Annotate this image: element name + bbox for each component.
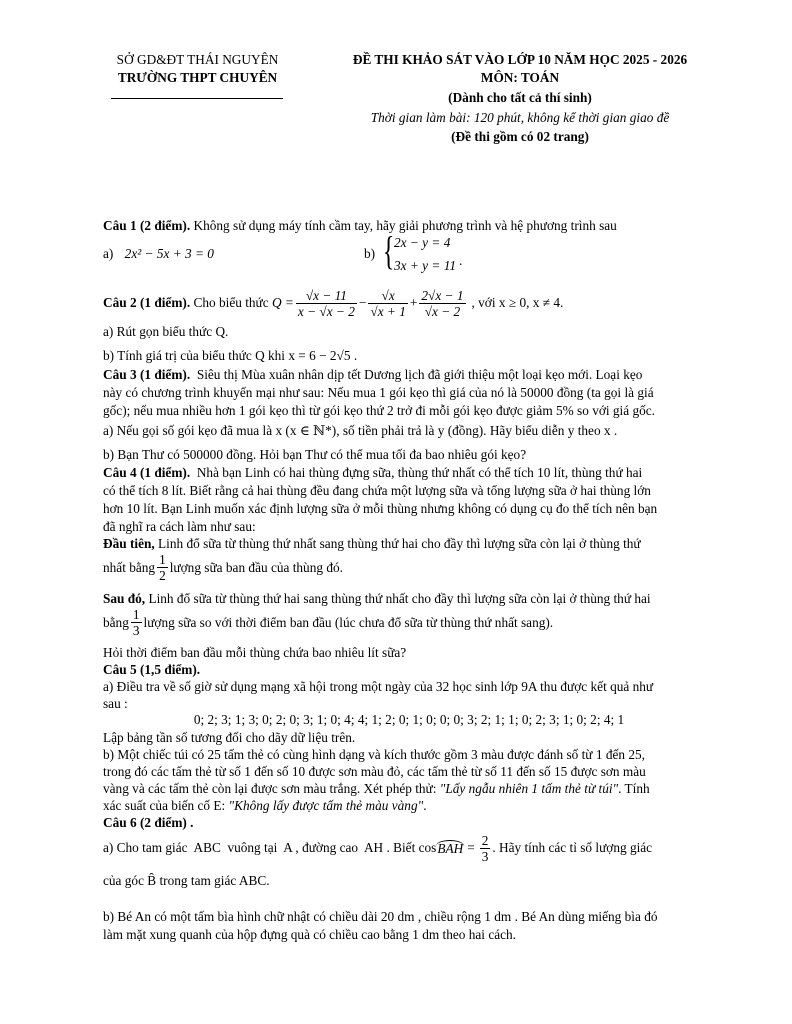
question-4: [103, 464, 792, 481]
q4-step-1-text: Linh đổ sữa từ thùng thứ nhất sang thùng thứ hai cho đầy thì lượng sữa còn lại ở thùng thứ: [154, 536, 641, 551]
q2-fraction-3-num: 2√x − 1: [421, 287, 464, 303]
q2-fraction-1-den: x − √x − 2: [297, 303, 355, 319]
q4-step-1-prefix: nhất bằng: [103, 559, 156, 575]
school-name: TRƯỜNG THPT CHUYÊN: [117, 70, 278, 85]
q2-fraction-2-num: √x: [368, 288, 407, 304]
q1-b-equation-1: 2x − y = 4: [394, 235, 451, 250]
q4-step-2-text: Linh đổ sữa từ thùng thứ hai sang thùng thứ nhất cho đầy thì lượng sữa còn lại ở thùng thứ hai: [145, 591, 651, 606]
q6-a-text: a) Cho tam giác ABC vuông tại A , đường cao AH . Biết cos: [103, 840, 437, 855]
q2-op-1: −: [358, 295, 367, 310]
question-6-label: Câu 6 (2 điểm) .: [103, 815, 194, 830]
department-name: SỞ GD&ĐT THÁI NGUYÊN: [116, 52, 279, 67]
q1-b-period: .: [459, 253, 463, 268]
q1-a-equation: 2x² − 5x + 3 = 0: [124, 246, 214, 261]
question-3: [103, 366, 792, 383]
q4-line-1: Nhà bạn Linh có hai thùng đựng sữa, thùng thứ nhất có thể tích 10 lít, thùng thứ hai: [190, 465, 643, 480]
q4-half-den: 2: [159, 568, 166, 583]
q2-part-a: a) Rút gọn biểu thức Q.: [103, 324, 229, 339]
q4-step-2-label: Sau đó,: [103, 591, 146, 606]
q6-a-line-2: của góc B̂ trong tam giác ABC.: [103, 873, 270, 888]
q2-condition: , với x ≥ 0, x ≠ 4.: [471, 295, 564, 310]
q5-b-line-1: b) Một chiếc túi có 25 tấm thẻ có cùng hình dạng và kích thước gồm 3 màu được đánh số từ 1 đến 25,: [103, 747, 645, 762]
q4-line-2: có thể tích 8 lít. Biết rằng cả hai thùng đều đang chứa một lượng sữa và tổng lượng sữa ở hai thùng lớn: [103, 483, 651, 498]
question-3-label: Câu 3 (1 điểm).: [103, 367, 191, 382]
q1-a: [103, 246, 214, 262]
q3-part-a: a) Nếu gọi số gói kẹo đã mua là x (x ∈ ℕ*), số tiền phải trả là y (đồng). Hãy biểu diễn y theo x .: [103, 423, 618, 438]
q4-step-2-cont: [103, 607, 553, 638]
q5-event: "Không lấy được tấm thẻ màu vàng": [228, 798, 424, 813]
q4-half-num: 1: [159, 552, 166, 567]
q4-half-fraction: [157, 552, 168, 583]
q4-line-4: đã nghĩ ra cách làm như sau:: [103, 519, 256, 534]
q4-third-fraction: [131, 607, 142, 638]
q5-b-line-4a: xác suất của biến cố E:: [103, 798, 229, 813]
q3-line-3: gốc); nếu mua nhiều hơn 1 gói kẹo thì từ gói kẹo thứ 2 trở đi mỗi gói kẹo được giảm 5% so với giá gốc.: [103, 403, 655, 418]
q5-b-line-2: trong đó các tấm thẻ từ số 1 đến số 10 được sơn màu đỏ, các tấm thẻ từ số 11 đến số 15 được sơn màu: [103, 764, 646, 779]
question-4-label: Câu 4 (1 điểm).: [103, 465, 191, 480]
q2-fraction-2-den: √x + 1: [370, 303, 406, 319]
q4-step-1-suffix: lượng sữa ban đầu của thùng đó.: [169, 559, 343, 575]
q3-part-b: b) Bạn Thư có 500000 đồng. Hỏi bạn Thư có thể mua tối đa bao nhiêu gói kẹo?: [103, 447, 527, 462]
question-2: [103, 283, 563, 323]
question-2-text: Cho biểu thức: [190, 295, 272, 310]
q2-fraction-1: [296, 288, 357, 319]
question-1-text: Không sử dụng máy tính cầm tay, hãy giải phương trình và hệ phương trình sau: [190, 218, 617, 233]
q5-a-task: Lập bảng tần số tương đối cho dãy dữ liệu trên.: [103, 730, 356, 745]
q6-cos-den: 3: [481, 848, 489, 864]
q5-experiment: "Lấy ngẫu nhiên 1 tấm thẻ từ túi": [439, 781, 619, 796]
header-divider: [111, 98, 283, 99]
q5-b-line-3a: vàng và các tấm thẻ còn lại được sơn màu trắng. Xét phép thử:: [103, 781, 440, 796]
system-brace: {: [382, 228, 395, 273]
q6-a-text-2: . Hãy tính các tỉ số lượng giác: [492, 840, 653, 855]
q2-op-2: +: [409, 295, 418, 310]
page-count: (Đề thi gồm có 02 trang): [451, 129, 589, 144]
q6-cos-num: 2: [481, 832, 489, 848]
q6-cos-fraction: [480, 833, 491, 864]
q5-data-series: 0; 2; 3; 1; 3; 0; 2; 0; 3; 1; 0; 4; 4; 1; 2; 0; 1; 0; 0; 0; 3; 2; 1; 1; 0; 2; 3; 1; 0; 2; 4; 1: [193, 712, 625, 727]
q4-step-2: [103, 590, 792, 607]
q4-step-1-cont: [103, 552, 343, 583]
q6-b-line-1: b) Bé An có một tấm bìa hình chữ nhật có chiều dài 20 dm , chiều rộng 1 dm . Bé An dùng miếng bìa đó: [103, 909, 658, 924]
q3-line-2: này có chương trình khuyến mại như sau: Nếu mua 1 gói kẹo thì giá của nó là 50000 đồng (ta gọi là giá: [103, 385, 654, 400]
q4-line-3: hơn 10 lít. Bạn Linh muốn xác định lượng sữa ở mỗi thùng nhưng không có dụng cụ đo thể tích nên bạn: [103, 501, 658, 516]
q5-a-line-1: a) Điều tra về số giờ sử dụng mạng xã hội trong một ngày của 32 học sinh lớp 9A thu được kết quả như: [103, 679, 654, 694]
question-5-label: Câu 5 (1,5 điểm).: [103, 662, 201, 677]
question-1-label: Câu 1 (2 điểm).: [103, 218, 191, 233]
q4-step-2-suffix: lượng sữa so với thời điểm ban đầu (lúc chưa đổ sữa từ thùng thứ nhất sang).: [143, 614, 554, 630]
q4-question: Hỏi thời điểm ban đầu mỗi thùng chứa bao nhiêu lít sữa?: [103, 645, 407, 660]
q5-b-line-4c: .: [423, 798, 427, 813]
q4-third-num: 1: [132, 607, 140, 622]
q2-fraction-2: [368, 288, 407, 319]
q6-b-line-2: làm mặt xung quanh của hộp đựng quà có chiều cao bằng 1 dm theo hai cách.: [103, 927, 517, 942]
subject: MÔN: TOÁN: [480, 70, 560, 85]
q4-step-1: [103, 535, 792, 552]
q5-b-line-4: [103, 797, 792, 814]
q2-fraction-3: [419, 288, 465, 319]
audience: (Dành cho tất cả thí sinh): [448, 90, 592, 105]
q1-b-equation-2: 3x + y = 11: [394, 258, 457, 273]
q6-a-line-1: [103, 830, 652, 866]
question-1: [103, 217, 792, 234]
exam-time: Thời gian làm bài: 120 phút, không kể thời gian giao đề: [370, 110, 670, 125]
q5-a-line-2: sau :: [103, 696, 128, 711]
question-2-label: Câu 2 (1 điểm).: [103, 295, 191, 310]
q2-expression-name: Q =: [271, 295, 294, 310]
q5-b-line-3c: . Tính: [618, 781, 650, 796]
q2-part-b: b) Tính giá trị của biểu thức Q khi x = 6 − 2√5 .: [103, 348, 358, 363]
q2-fraction-1-num: √x − 11: [296, 288, 357, 304]
q4-third-den: 3: [132, 623, 140, 638]
q2-fraction-3-den: √x − 2: [424, 303, 461, 319]
q1-a-label: a): [103, 246, 114, 261]
q3-line-1: Siêu thị Mùa xuân nhân dịp tết Dương lịch đã giới thiệu một loại kẹo mới. Loại kẹo: [190, 367, 643, 382]
q4-step-1-label: Đầu tiên,: [103, 536, 155, 551]
q6-equals: =: [467, 840, 475, 855]
q4-step-2-prefix: bằng: [103, 614, 129, 630]
exam-title: ĐỀ THI KHẢO SÁT VÀO LỚP 10 NĂM HỌC 2025 - 2026: [352, 52, 688, 67]
q5-b-line-3: [103, 780, 792, 797]
q1-b-label: b): [364, 246, 376, 261]
q6-angle: BAH: [437, 840, 464, 856]
